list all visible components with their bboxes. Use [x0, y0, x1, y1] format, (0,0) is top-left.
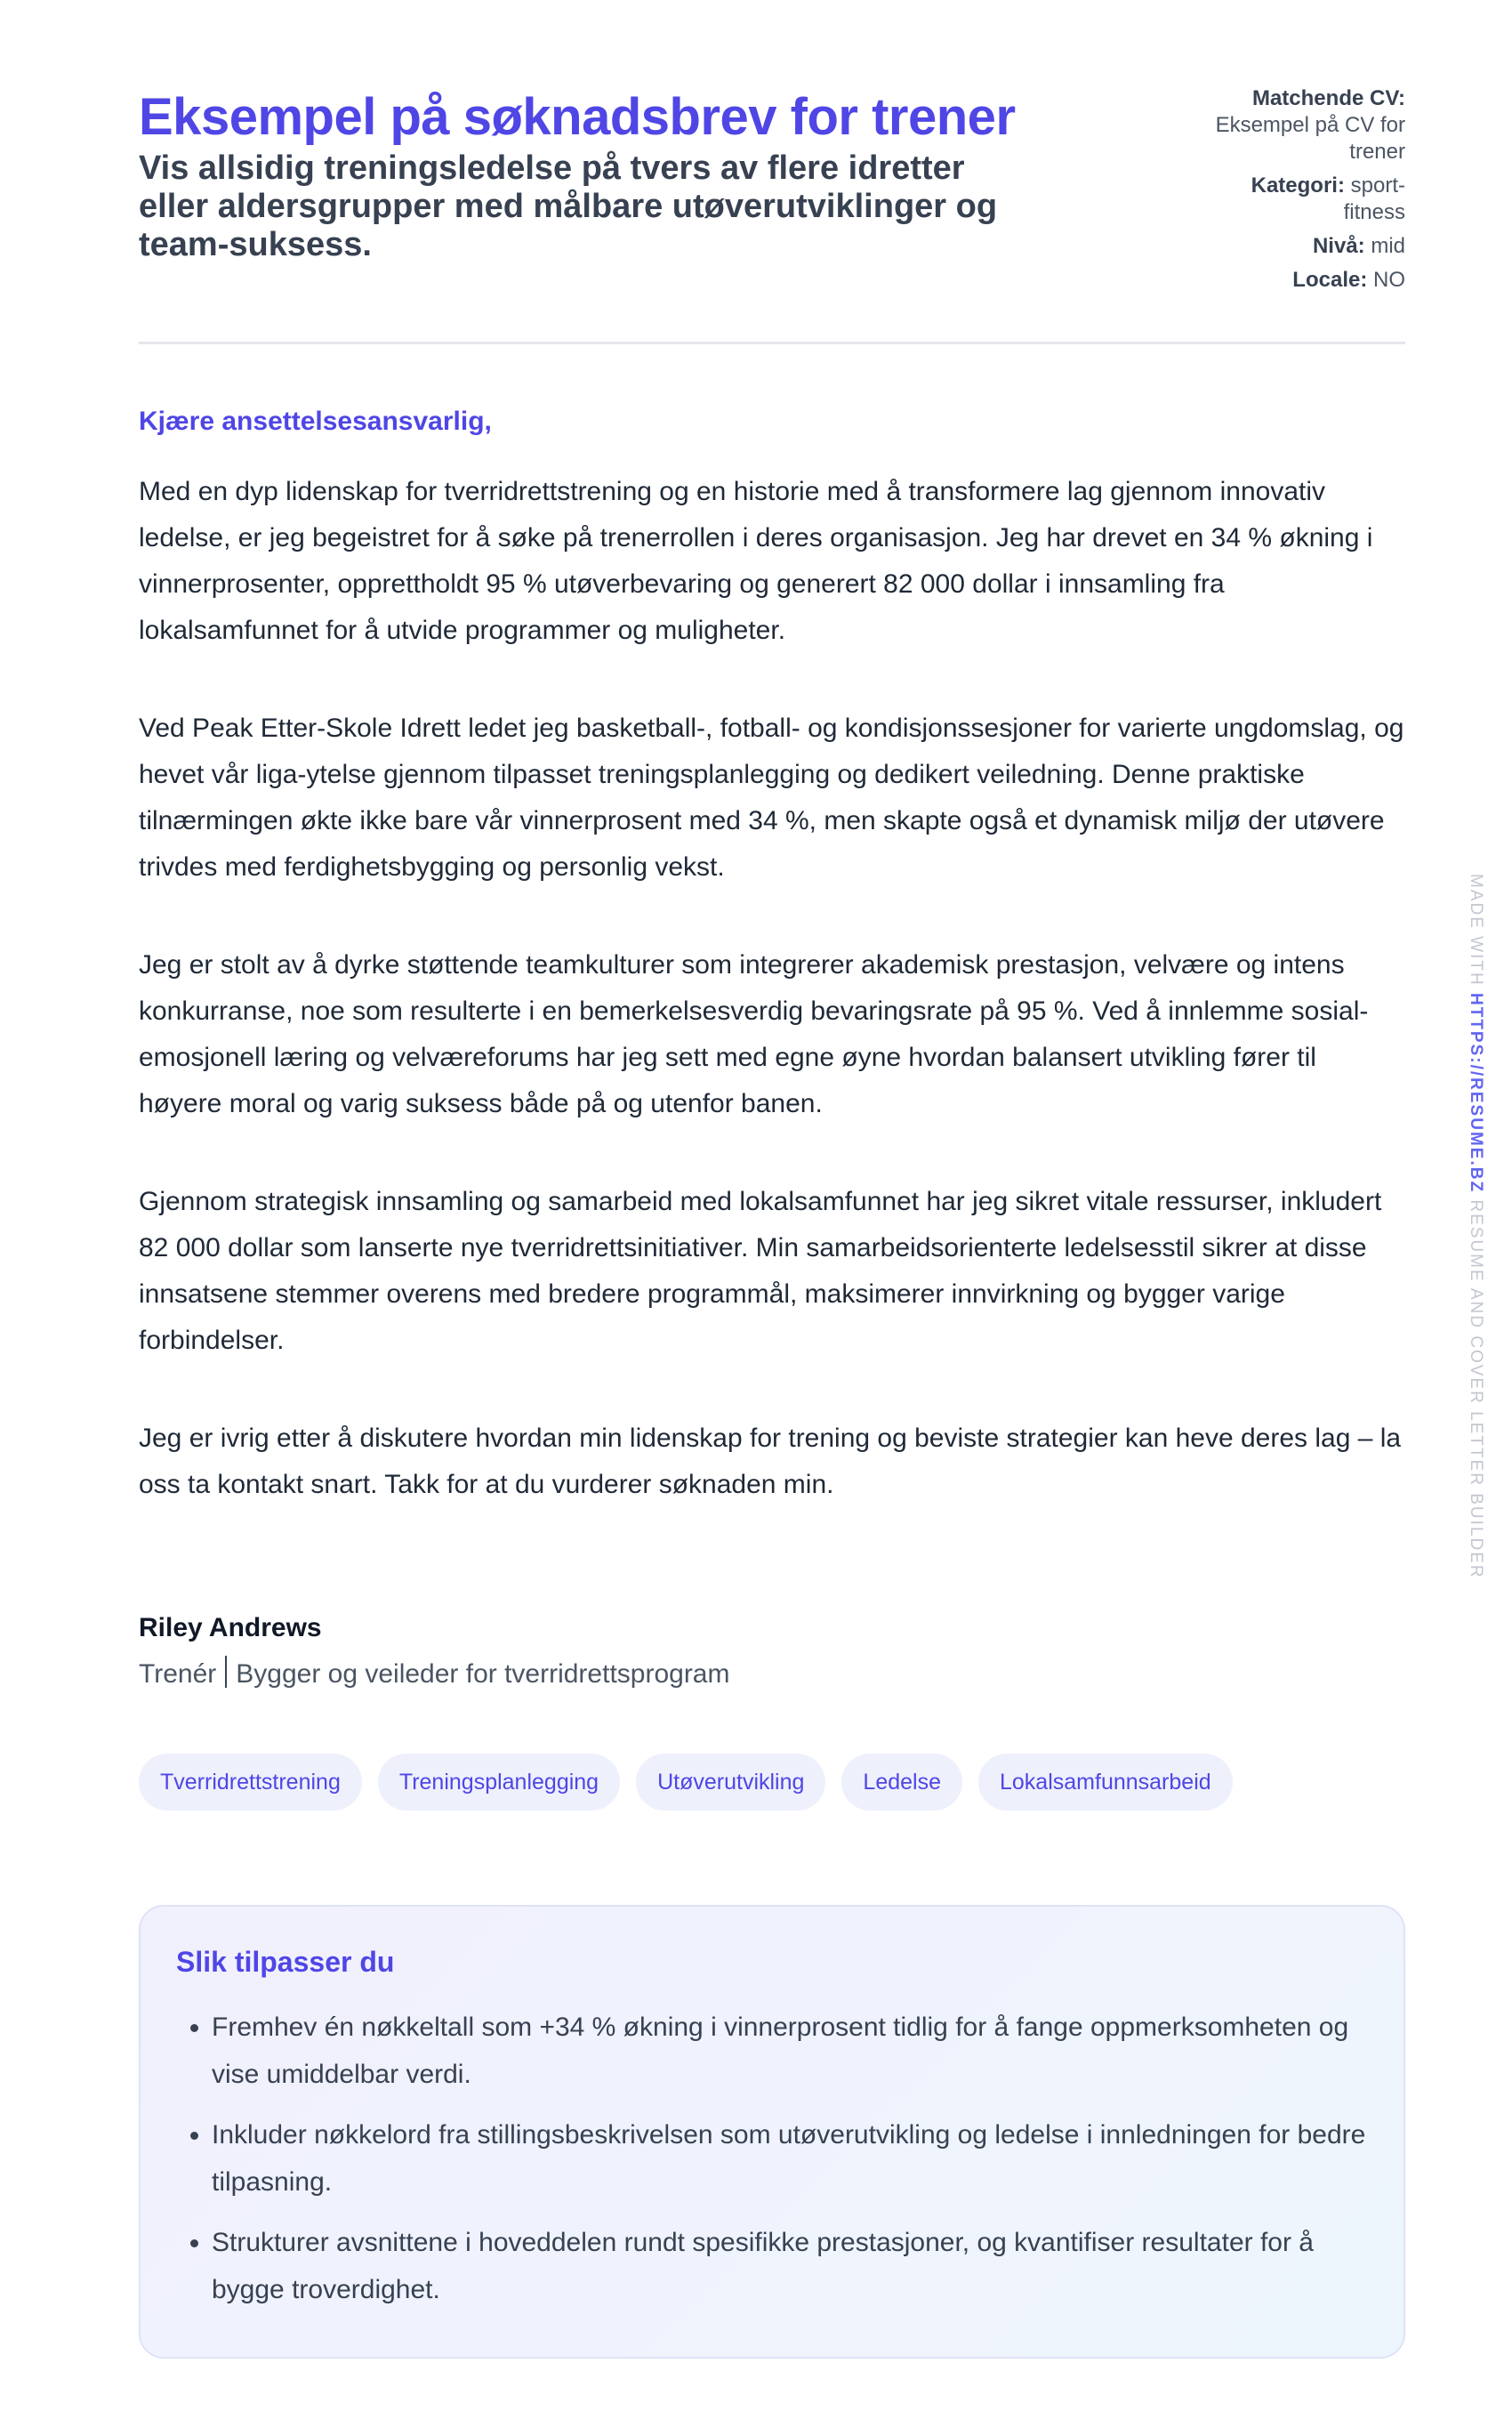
meta-level: [1192, 233, 1405, 260]
cover-letter-page: [139, 85, 1405, 2359]
tips-list: [176, 2004, 1368, 2313]
letter-paragraph: Jeg er ivrig etter å diskutere hvordan min lidenskap for trening og beviste strategier kan heve deres lag – la oss ta kontakt snart. Takk for at du vurderer søknaden min.: [139, 1424, 1402, 1499]
page-subtitle: Vis allsidig treningsledelse på tvers av flere idretter eller aldersgrupper med målbare utøverutviklinger og team-suksess.: [139, 149, 998, 263]
side-banner-suffix: RESUME AND COVER LETTER BUILDER: [1467, 1199, 1485, 1579]
letter-paragraph: Med en dyp lidenskap for tverridrettstrening og en historie med å transformere lag gjennom innovativ ledelse, er jeg begeistret for å søke på trenerrollen i deres organisasjon. Jeg har drevet en 34 % økning i vinnerprosenter, opprettholdt 95 % utøverbevaring og generert 82 000 dollar i innsamling fra lokalsamfunnet for å utvide programmer og muligheter.: [139, 477, 1373, 645]
tag: Lokalsamfunnsarbeid: [978, 1754, 1233, 1811]
tips-heading: Slik tilpasser du: [176, 1946, 395, 1978]
page-header: [139, 85, 1405, 344]
tag: Utøverutvikling: [636, 1754, 825, 1811]
signature-role: Trenér: [139, 1659, 217, 1689]
side-banner-prefix: MADE WITH: [1467, 874, 1485, 987]
tip-item: • Fremhev én nøkkeltall som +34 % økning i vinnerprosent tidlig for å fange oppmerksomheten og vise umiddelbar verdi.: [212, 2004, 1368, 2098]
side-banner: [1464, 874, 1485, 1612]
tag-list: [139, 1754, 1405, 1811]
separator: [225, 1656, 227, 1688]
letter-paragraph: Ved Peak Etter-Skole Idrett ledet jeg basketball-, fotball- og kondisjonssesjoner for varierte ungdomslag, og hevet vår liga-ytelse gjennom tilpasset treningsplanlegging og dedikert veiledning. Denne praktiske tilnærmingen økte ikke bare vår vinnerprosent med 34 %, men skapte også et dynamisk miljø der utøvere trivdes med ferdighetsbygging og personlig vekst.: [139, 714, 1404, 882]
letter-paragraph: Gjennom strategisk innsamling og samarbeid med lokalsamfunnet har jeg sikret vitale ressurser, inkludert 82 000 dollar som lanserte nye tverridrettsinitiativer. Min samarbeidsorienterte ledelsesstil sikrer at disse innsatsene stemmer overens med bredere programmål, maksimerer innvirkning og bygger varige forbindelser.: [139, 1187, 1382, 1355]
meta-panel: [1192, 85, 1405, 301]
meta-category: [1192, 173, 1405, 226]
tips-box: [139, 1905, 1405, 2359]
greeting: Kjære ansettelsesansvarlig,: [139, 407, 492, 436]
side-banner-link[interactable]: HTTPS://RESUME.BZ: [1467, 993, 1485, 1194]
meta-cv: [1192, 85, 1405, 165]
tag: Ledelse: [841, 1754, 962, 1811]
side-banner-text: [1466, 874, 1485, 1579]
meta-locale: [1192, 267, 1405, 294]
page-title: Eksempel på søknadsbrev for trener: [139, 88, 1016, 146]
meta-level-label: Nivå:: [1312, 234, 1365, 258]
meta-category-value: sport-fitness: [1343, 173, 1405, 224]
letter-paragraph: Jeg er stolt av å dyrke støttende teamkulturer som integrerer akademisk prestasjon, velvære og intens konkurranse, noe som resulterte i en bemerkelsesverdig bevaringsrate på 95 %. Ved å innlemme sosial-emosjonell læring og velværeforums har jeg sett med egne øyne hvordan balansert utvikling fører til høyere moral og varig suksess både på og utenfor banen.: [139, 950, 1369, 1118]
tip-item: • Inkluder nøkkelord fra stillingsbeskrivelsen som utøverutvikling og ledelse i innledningen for bedre tilpasning.: [212, 2111, 1368, 2206]
tip-item: • Strukturer avsnittene i hoveddelen rundt spesifikke prestasjoner, og kvantifiser resultater for å bygge troverdighet.: [212, 2219, 1368, 2313]
meta-cv-value[interactable]: Eksempel på CV for trener: [1215, 113, 1405, 164]
meta-cv-label: Matchende CV:: [1251, 86, 1405, 110]
signature-title: [139, 1656, 1405, 1690]
tag: Treningsplanlegging: [378, 1754, 620, 1811]
tag: Tverridrettstrening: [139, 1754, 362, 1811]
meta-locale-value: NO: [1373, 268, 1405, 292]
signature-tagline: Bygger og veileder for tverridrettsprogram: [236, 1659, 730, 1689]
meta-level-value: mid: [1371, 234, 1405, 258]
meta-locale-label: Locale:: [1292, 268, 1368, 292]
header-left: [139, 85, 1028, 264]
signature-name: Riley Andrews: [139, 1613, 322, 1642]
meta-category-label: Kategori:: [1251, 173, 1345, 198]
